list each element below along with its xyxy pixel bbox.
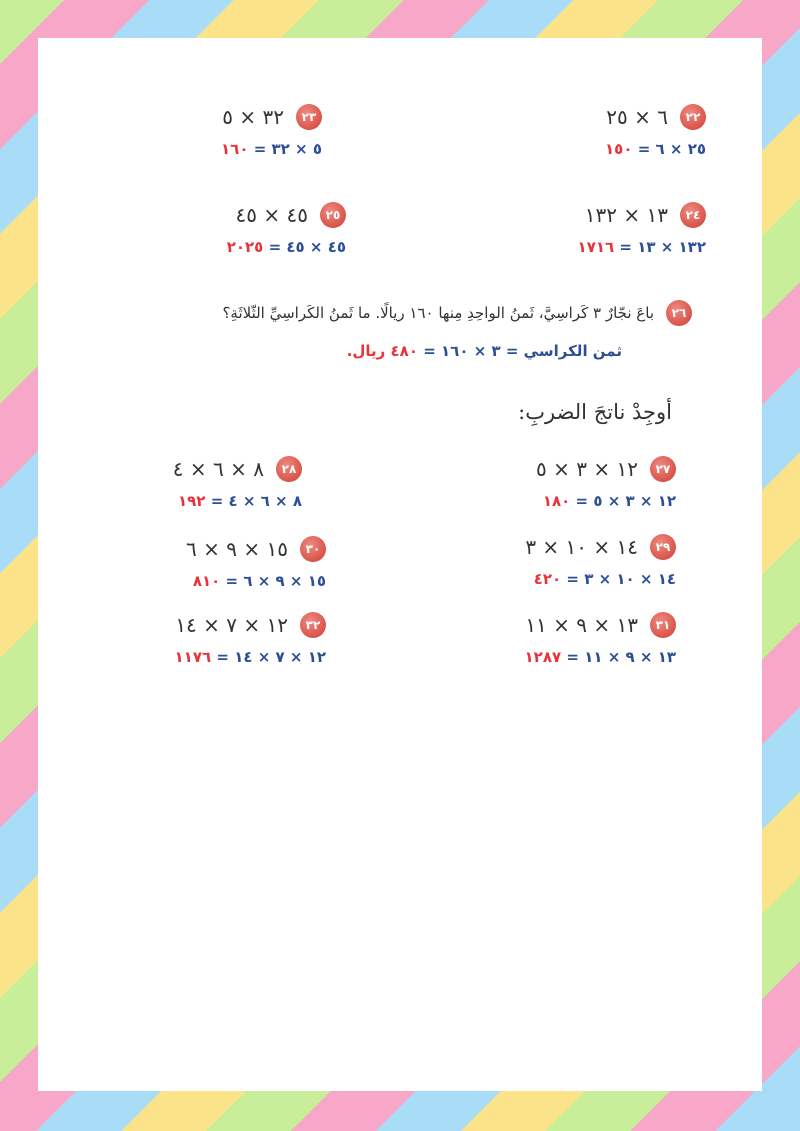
- problem-expression: ٣٢ × ٥: [222, 105, 284, 129]
- answer-result: ١٦٠: [221, 140, 249, 158]
- problem-number-badge: ٢٨: [276, 456, 302, 482]
- problem-24: [578, 202, 706, 256]
- problem-expression: ١٢ × ٧ × ١٤: [175, 613, 288, 637]
- problem-expression: ٤٥ × ٤٥: [235, 203, 308, 227]
- answer-equation: ٢٥ × ٦ =: [637, 140, 706, 158]
- word-problem-text: باعَ نجّارٌ ٣ كَراسِيَّ، ثَمنُ الواحِدِ مِنها ١٦٠ ريالًا. ما ثَمنُ الكَراسِيِّ الثّلاثَةِ؟: [222, 304, 654, 322]
- problem-30: [186, 536, 326, 590]
- problem-answer: [221, 140, 322, 158]
- answer-equation: ثمن الكراسي = ٣ × ١٦٠ =: [423, 342, 622, 360]
- problem-number-badge: ٣١: [650, 612, 676, 638]
- problem-27: [536, 456, 676, 510]
- answer-result: ٤٢٠: [533, 570, 562, 588]
- problem-answer: [605, 140, 706, 158]
- problem-answer: [227, 238, 346, 256]
- answer-result: ٨١٠: [192, 572, 221, 590]
- problem-29: [525, 534, 676, 588]
- word-problem-26: [132, 300, 692, 360]
- problem-expression: ١٤ × ١٠ × ٣: [525, 535, 638, 559]
- problem-number-badge: ٢٥: [320, 202, 346, 228]
- problem-answer: [525, 648, 676, 666]
- answer-result: ١٩٢: [178, 492, 206, 510]
- answer-result: ١١٧٦: [174, 648, 212, 666]
- problem-answer: [175, 648, 326, 666]
- problem-answer: [536, 492, 676, 510]
- problem-31: [525, 612, 676, 666]
- problem-number-badge: ٢٧: [650, 456, 676, 482]
- word-problem-answer: [132, 342, 622, 360]
- problem-32: [175, 612, 326, 666]
- problem-expression: ١٢ × ٣ × ٥: [536, 457, 638, 481]
- problem-28: [173, 456, 302, 510]
- answer-result: ٢٠٢٥: [226, 238, 264, 256]
- answer-result: ١٨٠: [542, 492, 571, 510]
- problem-expression: ٨ × ٦ × ٤: [172, 457, 264, 481]
- problem-number-badge: ٣٠: [300, 536, 326, 562]
- problem-number-badge: ٢٣: [296, 104, 322, 130]
- section-heading: أوجِدْ ناتجَ الضربِ:: [518, 400, 672, 424]
- answer-equation: ٤٥ × ٤٥ =: [268, 238, 346, 256]
- problem-expression: ٦ × ٢٥: [606, 105, 668, 129]
- answer-result: ٤٨٠ ريال.: [346, 342, 418, 360]
- problem-answer: [578, 238, 706, 256]
- problem-answer: [173, 492, 302, 510]
- problem-number-badge: ٢٢: [680, 104, 706, 130]
- problem-22: [605, 104, 706, 158]
- problem-23: [221, 104, 322, 158]
- answer-equation: ٨ × ٦ × ٤ =: [210, 492, 302, 510]
- problem-number-badge: ٣٢: [300, 612, 326, 638]
- problem-expression: ١٥ × ٩ × ٦: [186, 537, 288, 561]
- answer-equation: ١٣ × ٩ × ١١ =: [566, 648, 676, 666]
- answer-equation: ١٤ × ١٠ × ٣ =: [566, 570, 676, 588]
- problem-number-badge: ٢٦: [666, 300, 692, 326]
- problem-expression: ١٣ × ١٣٢: [584, 203, 668, 227]
- problem-25: [227, 202, 346, 256]
- answer-result: ١٧١٦: [577, 238, 615, 256]
- problem-number-badge: ٢٩: [650, 534, 676, 560]
- answer-equation: ١٢ × ٣ × ٥ =: [575, 492, 676, 510]
- worksheet-page: [38, 38, 762, 1091]
- answer-equation: ٥ × ٣٢ =: [253, 140, 322, 158]
- answer-equation: ١٣٢ × ١٣ =: [619, 238, 706, 256]
- answer-equation: ١٢ × ٧ × ١٤ =: [216, 648, 326, 666]
- answer-result: ١٢٨٧: [524, 648, 562, 666]
- problem-expression: ١٣ × ٩ × ١١: [525, 613, 638, 637]
- problem-answer: [525, 570, 676, 588]
- answer-result: ١٥٠: [605, 140, 633, 158]
- answer-equation: ١٥ × ٩ × ٦ =: [225, 572, 326, 590]
- problem-answer: [186, 572, 326, 590]
- problem-number-badge: ٢٤: [680, 202, 706, 228]
